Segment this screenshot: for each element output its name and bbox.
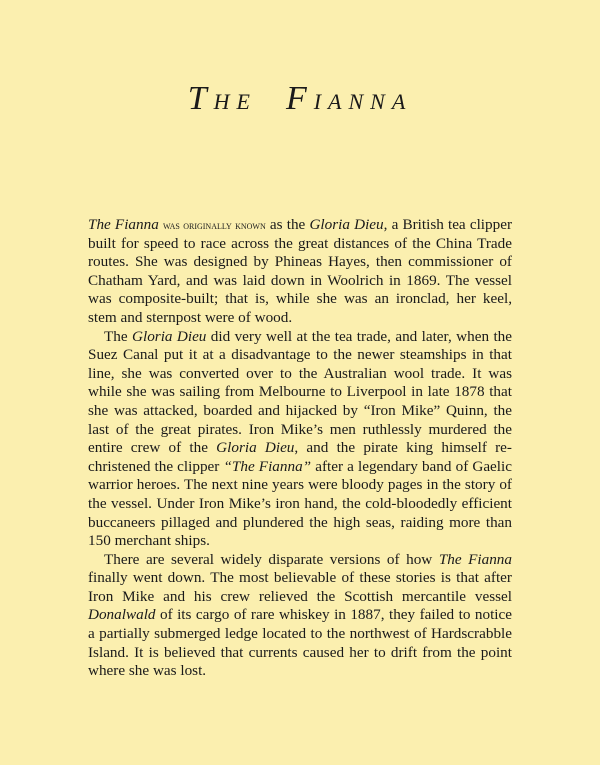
ship-name: Gloria Dieu bbox=[216, 439, 295, 457]
title-word-fianna-rest: IANNA bbox=[313, 89, 413, 114]
paragraph-text: The bbox=[104, 327, 132, 345]
title-word-the-rest: HE bbox=[213, 89, 257, 114]
paragraph-text: as the bbox=[265, 216, 310, 233]
title-initial-f: F bbox=[285, 80, 314, 117]
ship-name: Gloria Dieu bbox=[132, 327, 207, 345]
paragraph-2 bbox=[88, 328, 512, 551]
paragraph-text: There are several widely disparate versions of how bbox=[104, 550, 439, 568]
ship-name: Gloria Dieu bbox=[309, 216, 384, 233]
paragraph-text: did very well at the tea trade, and later, when the Suez Canal put it at a disadvantage to the newer steamships in that line, she was converted over to the Australian wool trade. It was while she was sailing from Melbourne to Liverpool in late 1878 that she was attacked, boarded and hijacked by “Iron Mike” Quinn, the last of the great pirates. Iron Mike’s men ruthlessly murdered the entire crew of the bbox=[88, 327, 512, 457]
paragraph-text: finally went down. The most believable of these stories is that after Iron Mike and his crew relieved the Scottish mercantile vessel bbox=[88, 569, 512, 605]
body-text bbox=[88, 216, 512, 681]
ship-name: “The Fianna” bbox=[223, 457, 312, 475]
ship-name: The Fianna bbox=[438, 550, 512, 568]
paragraph-1 bbox=[88, 216, 512, 328]
paragraph-text: , a British tea clipper built for speed to race across the great distances of the China Trade routes. She was designed by Phineas Hayes, then commissioner of Chatham Yard, and was laid down in Woolrich in 1869. The vessel was composite-built; that is, while she was an ironclad, her keel, stem and sternpost were of wood. bbox=[88, 216, 512, 326]
title-initial-t: T bbox=[187, 80, 214, 117]
paragraph-text: , and the pirate king himself rechristened the clipper bbox=[88, 439, 512, 475]
ship-name: Donalwald bbox=[88, 606, 156, 624]
chapter-title bbox=[0, 80, 600, 118]
lead-smallcaps: was originally known bbox=[162, 218, 266, 232]
paragraph-text: after a legendary band of Gaelic warrior heroes. The next nine years were bloody pages in the story of the vessel. Under Iron Mike’s iron hand, the cold-bloodedly efficient buccaneers pillaged and plundered the high seas, raiding more than 150 merchant ships. bbox=[88, 457, 512, 550]
paragraph-3 bbox=[88, 551, 512, 681]
paragraph-text: of its cargo of rare whiskey in 1887, they failed to notice a partially submerged ledge located to the northwest of Hardscrabble Island. It is believed that currents caused her to drift from the point where she was lost. bbox=[88, 606, 512, 680]
lead-italic: The Fianna bbox=[88, 216, 159, 233]
